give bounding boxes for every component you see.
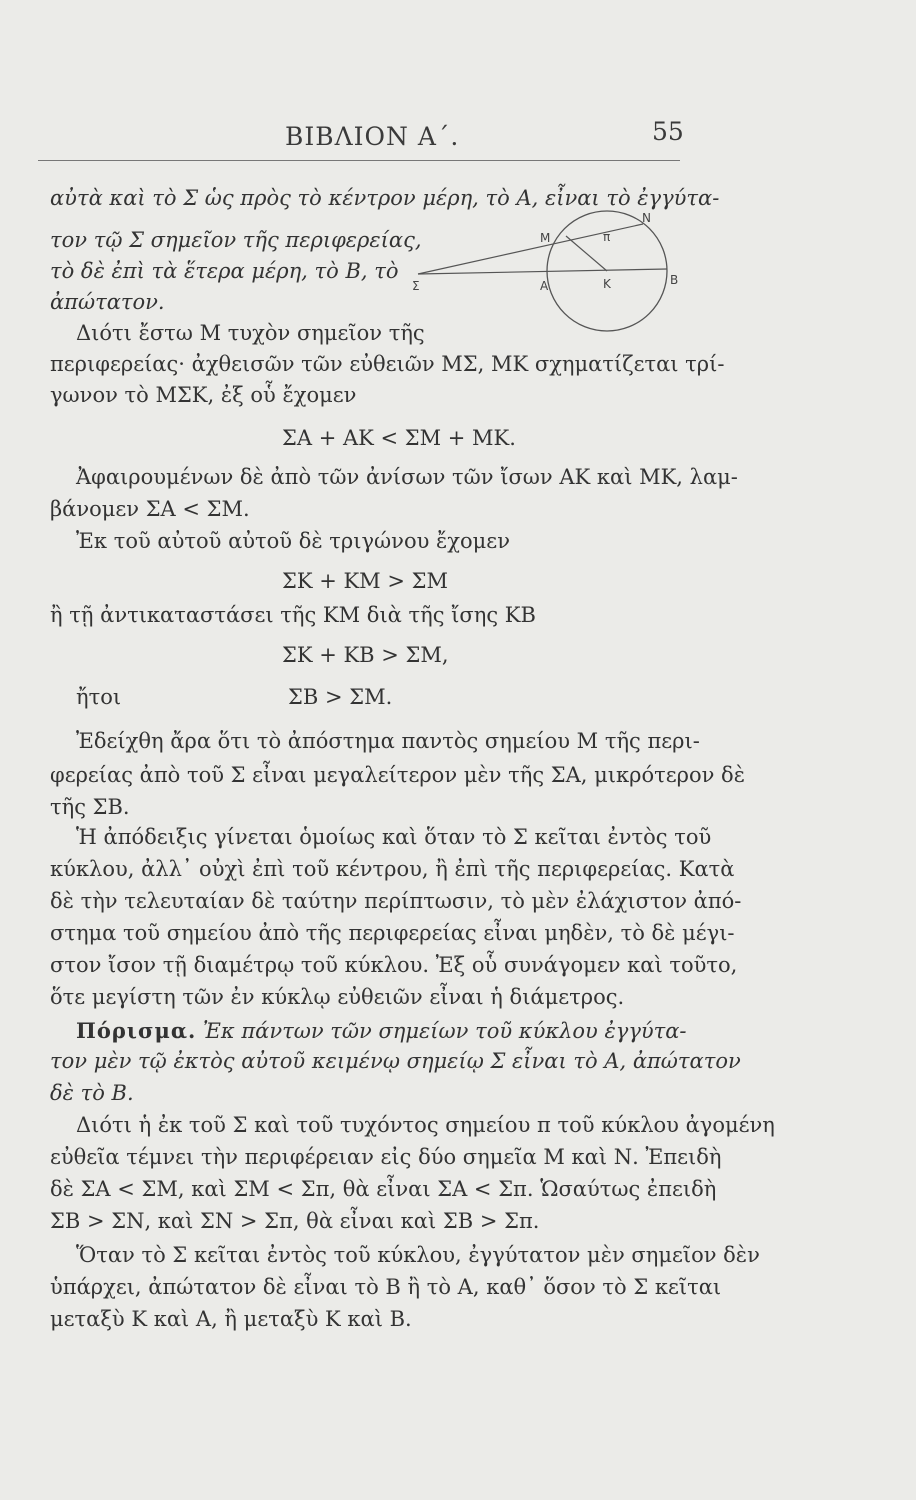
text-line: Ἡ ἀπόδειξις γίνεται ὁμοίως καὶ ὅταν τὸ Σ κεῖται ἐντὸς τοῦ — [76, 825, 712, 849]
text-line: ὑπάρχει, ἀπώτατον δὲ εἶναι τὸ Β ἢ τὸ Α, καθ᾽ ὅσον τὸ Σ κεῖται — [50, 1275, 722, 1299]
text-line: τον μὲν τῷ ἐκτὸς αὐτοῦ κειμένῳ σημείῳ Σ εἶναι τὸ Α, ἀπώτατον — [50, 1049, 741, 1073]
figure-label-b: B — [670, 273, 679, 287]
text-line: βάνομεν ΣΑ < ΣΜ. — [50, 497, 250, 521]
text-line: Ἐδείχθη ἄρα ὅτι τὸ ἀπόστημα παντὸς σημείου Μ τῆς περι- — [76, 729, 700, 753]
circle-figure — [400, 198, 690, 348]
text-line: ὅτε μεγίστη τῶν ἐν κύκλῳ εὐθειῶν εἶναι ἡ διάμετρος. — [50, 985, 625, 1009]
text-line: Διότι ἔστω Μ τυχὸν σημεῖον τῆς — [76, 321, 425, 345]
figure-line-sigma-b — [418, 269, 667, 274]
text-line: τὸ δὲ ἐπὶ τὰ ἕτερα μέρη, τὸ Β, τὸ — [50, 259, 399, 283]
text-line: γωνον τὸ ΜΣΚ, ἐξ οὗ ἔχομεν — [50, 383, 357, 407]
text-line: Διότι ἡ ἐκ τοῦ Σ καὶ τοῦ τυχόντος σημείου π τοῦ κύκλου ἀγομένη — [76, 1113, 775, 1137]
figure-label-pi: π — [603, 230, 611, 244]
figure-label-sigma: Σ — [412, 279, 420, 293]
text-line: αὐτὰ καὶ τὸ Σ ὡς πρὸς τὸ κέντρον μέρη, τὸ Α, εἶναι τὸ ἐγγύτα- — [50, 186, 720, 210]
text-line: ἀπώτατον. — [50, 290, 165, 314]
text-line: εὐθεῖα τέμνει τὴν περιφέρειαν εἰς δύο σημεῖα Μ καὶ Ν. Ἐπειδὴ — [50, 1145, 722, 1169]
text-line: κύκλου, ἀλλ᾽ οὐχὶ ἐπὶ τοῦ κέντρου, ἢ ἐπὶ τῆς περιφερείας. Κατὰ — [50, 857, 735, 881]
page-number: 55 — [652, 117, 684, 146]
text-line: ἤτοι — [76, 685, 122, 709]
text-line: δὲ τὴν τελευταίαν δὲ ταύτην περίπτωσιν, τὸ μὲν ἐλάχιστον ἀπό- — [50, 889, 742, 913]
text-line: στημα τοῦ σημείου ἀπὸ τῆς περιφερείας εἶναι μηδὲν, τὸ δὲ μέγι- — [50, 921, 735, 945]
text-line: μεταξὺ Κ καὶ Α, ἢ μεταξὺ Κ καὶ Β. — [50, 1307, 412, 1331]
running-header: ΒΙΒΛΙΟΝ Α΄. — [285, 122, 460, 151]
text-line: στον ἴσον τῇ διαμέτρῳ τοῦ κύκλου. Ἐξ οὗ συνάγομεν καὶ τοῦτο, — [50, 953, 738, 977]
text-line: δὲ ΣΑ < ΣΜ, καὶ ΣΜ < Σπ, θὰ εἶναι ΣΑ < Σπ. Ὡσαύτως ἐπειδὴ — [50, 1177, 717, 1201]
figure-label-a: A — [540, 279, 549, 293]
text-line: ἢ τῇ ἀντικαταστάσει τῆς ΚΜ διὰ τῆς ἴσης ΚΒ — [50, 603, 536, 627]
porisma-text: Ἐκ πάντων τῶν σημείων τοῦ κύκλου ἐγγύτα- — [202, 1019, 687, 1043]
porisma-heading: Πόρισμα. — [76, 1018, 197, 1043]
text-line: δὲ τὸ Β. — [50, 1081, 134, 1105]
figure-label-m: M — [540, 231, 551, 245]
text-line: Ὅταν τὸ Σ κεῖται ἐντὸς τοῦ κύκλου, ἐγγύτατον μὲν σημεῖον δὲν — [76, 1243, 760, 1267]
equation: ΣΑ + ΑΚ < ΣΜ + ΜΚ. — [282, 426, 516, 450]
text-line: ΣΒ > ΣΝ, καὶ ΣΝ > Σπ, θὰ εἶναι καὶ ΣΒ > Σπ. — [50, 1209, 540, 1233]
porisma-line — [76, 1016, 687, 1046]
header-rule — [38, 160, 680, 161]
text-line: Ἀφαιρουμένων δὲ ἀπὸ τῶν ἀνίσων τῶν ἴσων ΑΚ καὶ ΜΚ, λαμ- — [76, 465, 738, 489]
figure-label-n: N — [642, 211, 651, 225]
figure-line-m-k — [566, 236, 607, 271]
equation: ΣΒ > ΣΜ. — [288, 685, 393, 709]
text-line: περιφερείας· ἀχθεισῶν τῶν εὐθειῶν ΜΣ, ΜΚ σχηματίζεται τρί- — [50, 352, 725, 376]
text-line: Ἐκ τοῦ αὐτοῦ αὐτοῦ δὲ τριγώνου ἔχομεν — [76, 529, 510, 553]
text-line: τῆς ΣΒ. — [50, 795, 130, 819]
text-line: τον τῷ Σ σημεῖον τῆς περιφερείας, — [50, 228, 422, 252]
equation: ΣΚ + ΚΒ > ΣΜ, — [282, 643, 449, 667]
equation: ΣΚ + ΚΜ > ΣΜ — [282, 569, 448, 593]
text-line: φερείας ἀπὸ τοῦ Σ εἶναι μεγαλείτερον μὲν τῆς ΣΑ, μικρότερον δὲ — [50, 763, 745, 787]
figure-label-k: K — [603, 277, 611, 291]
